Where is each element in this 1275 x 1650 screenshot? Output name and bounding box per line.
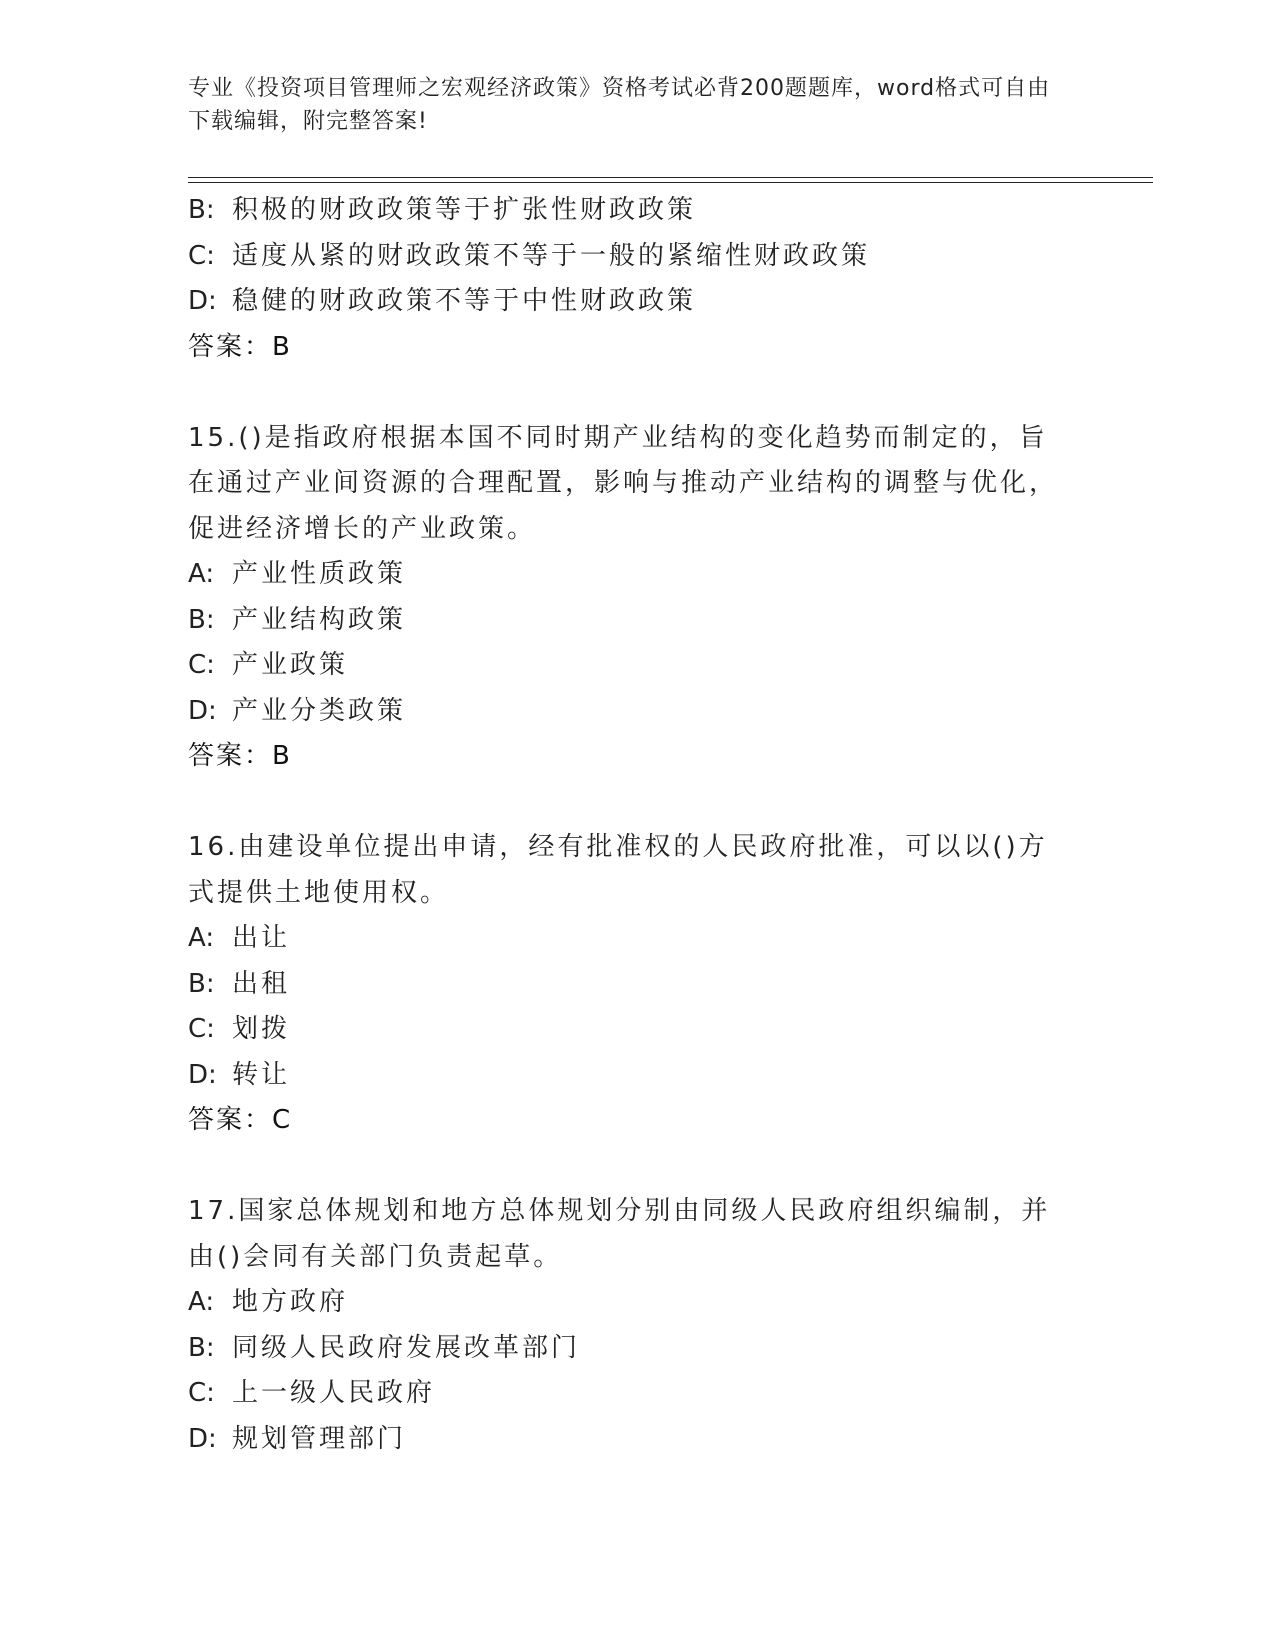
question-17	[188, 1189, 1088, 1462]
option-c: C: 上一级人民政府	[188, 1378, 436, 1408]
option-b: B: 同级人民政府发展改革部门	[188, 1332, 581, 1363]
header-rule-top	[188, 177, 1153, 178]
option-b: B: 产业结构政策	[188, 604, 407, 635]
option-c: C: 产业政策	[188, 650, 349, 680]
question-stem: 16.由建设单位提出申请，经有批准权的人民政府批准，可以以()方式提供土地使用权。	[188, 832, 1048, 908]
spacer	[188, 780, 1088, 826]
question-list	[188, 188, 1088, 1462]
option-c: C: 划拨	[188, 1014, 291, 1044]
question-14	[188, 188, 1088, 370]
question-16	[188, 825, 1088, 1144]
header-rule-bottom	[188, 182, 1153, 183]
option-a: A: 出让	[188, 923, 291, 953]
question-15	[188, 416, 1088, 780]
option-c: C: 适度从紧的财政政策不等于一般的紧缩性财政政策	[188, 240, 871, 271]
option-a: A: 产业性质政策	[188, 559, 407, 589]
answer: 答案：C	[188, 1105, 293, 1135]
question-stem: 15.()是指政府根据本国不同时期产业结构的变化趋势而制定的，旨在通过产业间资源的合理配置，影响与推动产业结构的调整与优化，促进经济增长的产业政策。	[188, 422, 1059, 544]
answer: 答案：B	[188, 331, 292, 362]
document-header: 专业《投资项目管理师之宏观经济政策》资格考试必背200题题库，word格式可自由下载编辑，附完整答案!	[188, 76, 1051, 134]
spacer	[188, 1144, 1088, 1190]
option-d: D: 稳健的财政政策不等于中性财政政策	[188, 286, 697, 316]
option-d: D: 产业分类政策	[188, 695, 407, 726]
option-b: B: 出租	[188, 968, 291, 999]
option-d: D: 规划管理部门	[188, 1423, 407, 1454]
option-a: A: 地方政府	[188, 1287, 349, 1317]
spacer	[188, 370, 1088, 416]
question-stem: 17.国家总体规划和地方总体规划分别由同级人民政府组织编制，并由()会同有关部门负责起草。	[188, 1196, 1051, 1272]
option-d: D: 转让	[188, 1059, 291, 1090]
option-b: B: 积极的财政政策等于扩张性财政政策	[188, 195, 697, 225]
answer: 答案：B	[188, 741, 292, 771]
